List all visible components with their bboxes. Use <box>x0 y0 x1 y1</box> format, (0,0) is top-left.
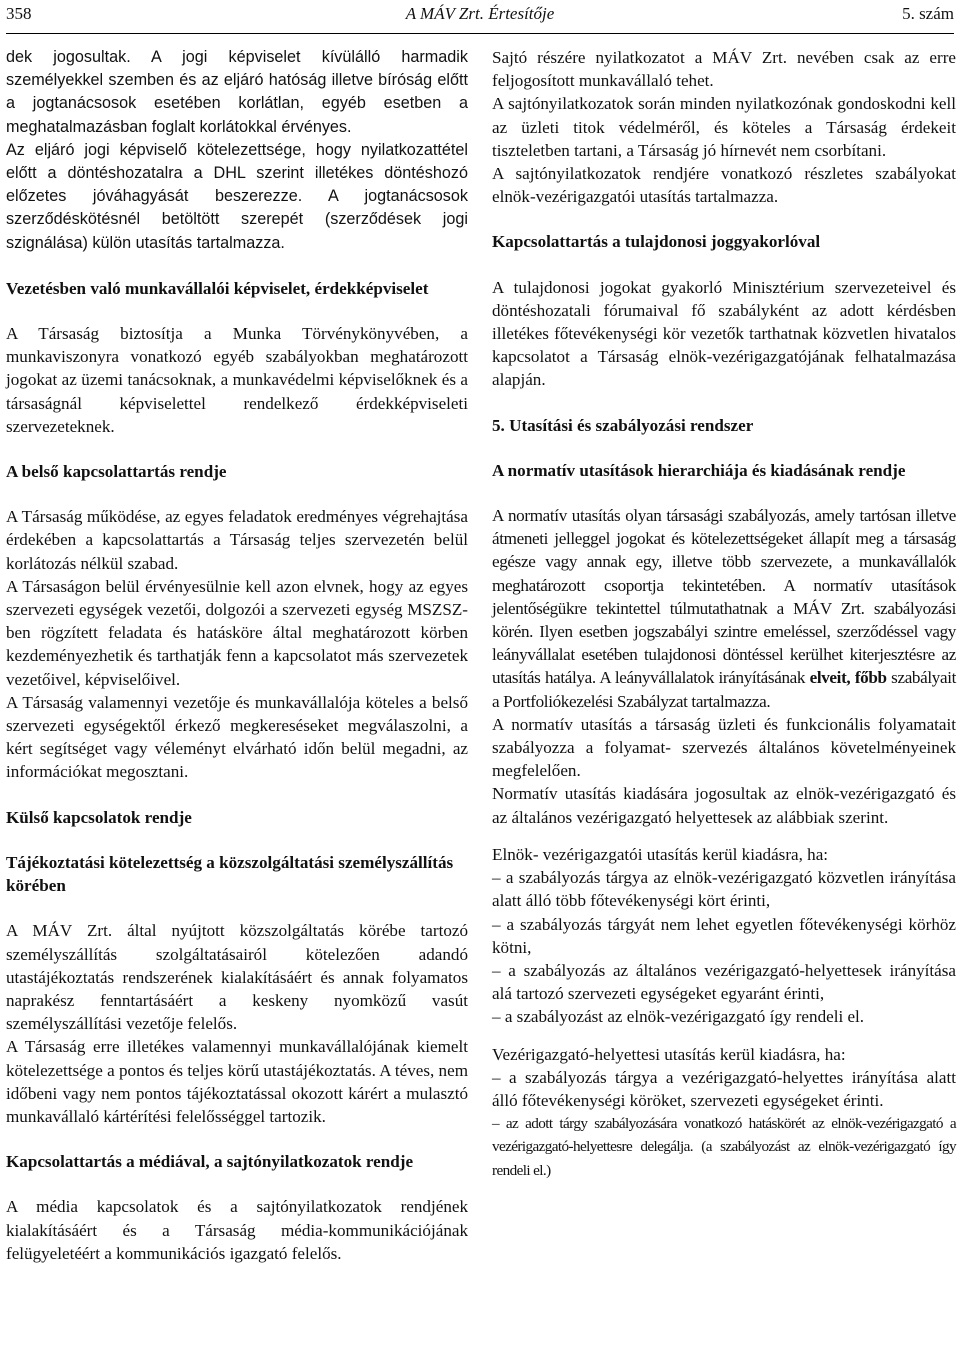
heading-vezetes: Vezetésben való munkavállalói képviselet, érdekképviselet <box>6 278 429 298</box>
paragraph-sajto-2: A sajtónyilatkozatok során minden nyilatkozónak gondoskodni kell az üzleti titok védelméről, és köteles a Társaság érdekeit tiszteletben tartani, a Társaság jó hírnevét nem csorbítani. <box>492 94 956 160</box>
paragraph-intro: dek jogosultak. A jogi képviselet kívülálló harmadik személyekkel szemben és az eljáró hatóság illetve bíróság előtt a jogtanácsosok esetében korlátlan, egyéb esetben a meghatalmazásban foglalt korlátokkal érvényes. <box>6 48 468 136</box>
paragraph-media: A média kapcsolatok és a sajtónyilatkozatok rendjének kialakításáért és a Társaság média-kommunikációjának felügyeletéért a kommunikációs igazgató felelős. <box>6 1197 468 1263</box>
paragraph-eljaro: Az eljáró jogi képviselő kötelezettsége, hogy nyilatkozattétel előtt a döntéshozatalra a DHL szerint illetékes döntéshozó előzetes jóváhagyását beszerezze. A jogtanácsosok szerződéskötésnél betöltött szerepét (szerződések jogi szignálása) külön utasítás tartalmazza. <box>6 140 468 252</box>
paragraph-tajek-1: A MÁV Zrt. által nyújtott közszolgáltatás körébe tartozó személyszállítás szolgáltatásairól kötelezően adandó utastájékoztatás rendszerének kialakításáért és annak folyamatos naprakész fenntartásáért a keskeny nyomközű vasút személyszállítási vezetője felelős. <box>6 921 468 1034</box>
elnok-list-item: – a szabályozás az általános vezérigazgató-helyettesek irányítása alá tartozó szervezeti egységeket egyaránt érinti, <box>492 960 956 1004</box>
paragraph-sajto-3: A sajtónyilatkozatok rendjére vonatkozó részletes szabályokat elnök-vezérigazgatói utasítás tartalmazza. <box>492 164 956 207</box>
vezhely-list-item: – a szabályozás tárgya a vezérigazgató-helyettes irányítása alatt álló főtevékenységi köröket, szervezeti egységeket érinti. <box>492 1067 956 1110</box>
paragraph-sajto-1: Sajtó részére nyilatkozatot a MÁV Zrt. nevében csak az erre feljogosított munkavállaló tehet. <box>492 48 956 91</box>
elnok-list-item: – a szabályozás tárgyát nem lehet egyetlen főtevékenységi körhöz kötni, <box>492 914 956 957</box>
normativ-1-text-a: A normatív utasítás olyan társasági szabályozás, amely tartósan illetve átmeneti jelleggel jogokat és kötelezettségeket állapít meg a társaság egésze vagy annak egy, illetve több szervezete, a munkavállalók meghatározott csoportja tekintetében. A normatív utasítások jelentőségükre tekintettel túlmutathatnak a MÁV Zrt. szabályozási körén. Ilyen esetben jogszabályi szintre emeléssel, szerződéssel vagy leányvállalat esetében tulajdonosi döntéssel kerülhet kiterjesztésre az utasítás hatálya. A leányvállalatok irányításának <box>492 506 956 688</box>
normativ-1-text-b: szabályait a Portfoliókezelési Szabályzat tartalmazza. <box>492 668 956 711</box>
issue-number: 5. szám <box>902 4 954 23</box>
paragraph-vezetes: A Társaság biztosítja a Munka Törvénykönyvében, a munkaviszonyra vonatkozó egyéb szabályokban meghatározott jogokat az üzemi tanácsoknak, a munkavédelmi képviselőknek és a társaságnál képviselettel rendelkező érdekképviseleti szervezeteknek. <box>6 324 468 436</box>
heading-tajekoztatasi: Tájékoztatási kötelezettség a közszolgáltatási személyszállítás körében <box>6 852 454 896</box>
paragraph-belso-3: A Társaság valamennyi vezetője és munkavállalója köteles a belső szervezeti egységektől érkező megkereséseket megválaszolni, a kért segítséget vagy véleményt elvárható időn belül megadni, az információkat megosztani. <box>6 692 468 782</box>
elnok-list-item: – a szabályozást az elnök-vezérigazgató így rendeli el. <box>492 1007 865 1027</box>
page-number: 358 <box>6 4 32 23</box>
paragraph-belso-1: A Társaság működése, az egyes feladatok eredményes végrehajtása érdekében a kapcsolattartás a Társaság teljes szervezetén belül korlátozás nélkül szabad. <box>6 507 468 573</box>
heading-kulso-kapcsolatok: Külső kapcsolatok rendje <box>6 807 192 827</box>
vezhely-list-item: – az adott tárgy szabályozására vonatkozó hatáskörét az elnök-vezérigazgató a vezérigazgató-helyettesre delegálja. (a szabályozást az elnök-vezérigazgató így rendeli el.) <box>492 1115 956 1179</box>
page-header <box>6 0 954 32</box>
paragraph-tulajdonosi: A tulajdonosi jogokat gyakorló Minisztérium szervezeteivel és döntéshozatali fórumaival fő szabályként az adott kérdésben illetékes főtevékenységi kör vezetők tarthatnak közvetlen hivatalos kapcsolatot a Társaság elnök-vezérigazgatójának felhatalmazása alapján. <box>492 277 956 390</box>
heading-tulajdonosi: Kapcsolattartás a tulajdonosi joggyakorlóval <box>492 232 821 252</box>
elnok-list-item: – a szabályozás tárgya az elnök-vezérigazgató közvetlen irányítása alatt álló több főtevékenységi kört érinti, <box>492 868 956 911</box>
heading-media: Kapcsolattartás a médiával, a sajtónyilatkozatok rendje <box>6 1152 414 1172</box>
normativ-1-bold: elveit, főbb <box>809 668 887 688</box>
header-rule <box>6 33 954 34</box>
heading-section-5: 5. Utasítási és szabályozási rendszer <box>492 415 754 435</box>
vezhely-list-intro: Vezérigazgató-helyettesi utasítás kerül kiadásra, ha: <box>492 1044 846 1064</box>
paragraph-normativ-1 <box>492 504 956 713</box>
elnok-list-intro: Elnök- vezérigazgatói utasítás kerül kiadásra, ha: <box>492 844 829 864</box>
heading-normativ: A normatív utasítások hierarchiája és kiadásának rendje <box>492 460 906 480</box>
paragraph-normativ-2: A normatív utasítás a társaság üzleti és funkcionális folyamatait szabályozza a folyamat- szervezés általános követelményeinek megfelelően. <box>492 714 956 781</box>
paragraph-belso-2: A Társaságon belül érvényesülnie kell azon elvnek, hogy az egyes szervezeti egységek vezetői, dolgozói a szervezeti egység MSZSZ-ben rögzített feladata és hatásköre által meghatározott körben kezdeményezhetik és tarthatják fenn a kapcsolatot más szervezetek vezetőivel, képviselőivel. <box>6 576 468 689</box>
left-column <box>6 46 468 1265</box>
right-column <box>492 46 956 1182</box>
publication-title: A MÁV Zrt. Értesítője <box>405 4 555 23</box>
heading-belso-kapcsolattartas: A belső kapcsolattartás rendje <box>6 462 227 482</box>
paragraph-normativ-3: Normatív utasítás kiadására jogosultak az elnök-vezérigazgató és az általános vezérigazgató helyettesek az alábbiak szerint. <box>492 784 956 827</box>
paragraph-tajek-2: A Társaság erre illetékes valamennyi munkavállalójának kiemelt kötelezettsége a pontos és teljes körű utastájékoztatás. A téves, nem időbeni vagy nem pontos tájékoztatással okozott kárért a mulasztó munkavállaló kártérítési felelősséggel tartozik. <box>6 1037 468 1126</box>
